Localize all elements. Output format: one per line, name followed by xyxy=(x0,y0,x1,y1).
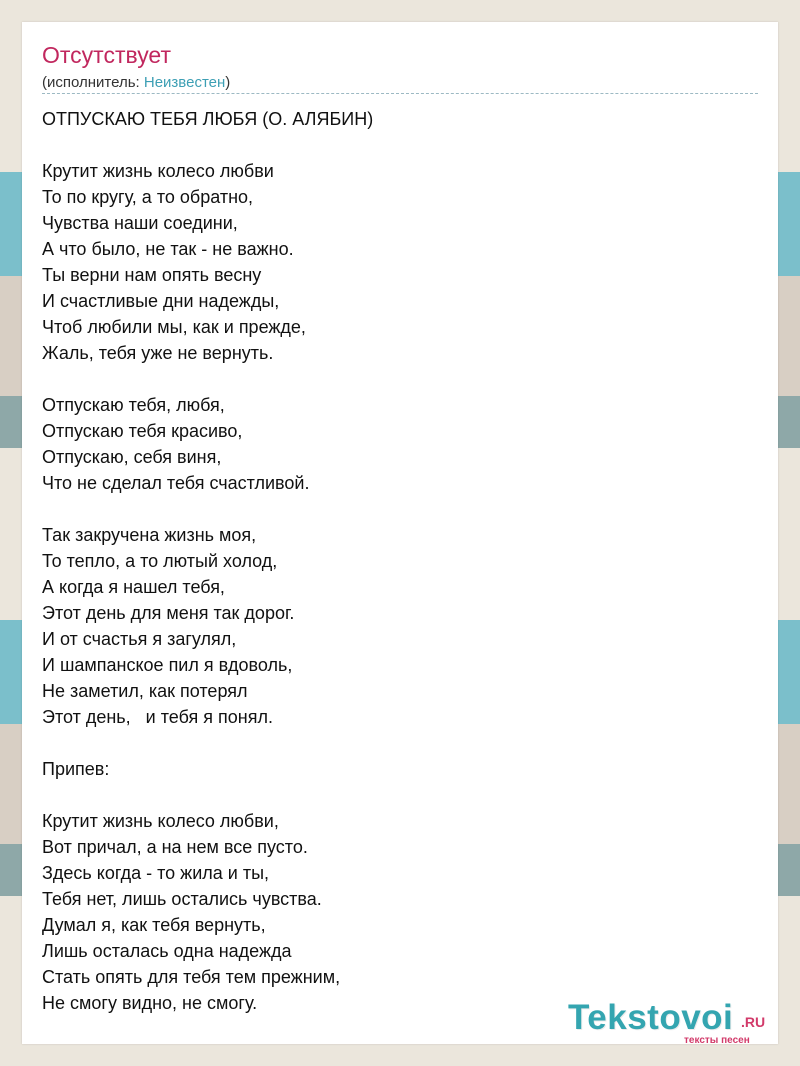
lyrics-card xyxy=(22,22,778,1044)
artist-suffix: ) xyxy=(225,74,231,91)
artist-prefix: (исполнитель: xyxy=(42,74,144,91)
song-title: Отсутствует xyxy=(42,42,171,68)
artist-link[interactable]: Неизвестен xyxy=(143,74,226,91)
artist-line xyxy=(42,74,230,91)
divider xyxy=(42,93,758,94)
logo-tld: .RU xyxy=(741,1014,766,1030)
lyrics-text: ОТПУСКАЮ ТЕБЯ ЛЮБЯ (О. АЛЯБИН) Крутит жизнь колесо любви То по кругу, а то обратно, Чувства наши соедини, А что было, не так - не важно. Ты верни нам опять весну И счастливые дни надежды, Чтоб любили мы, как и прежде, Жаль, тебя уже не вернуть. Отпускаю тебя, любя, Отпускаю тебя красиво, Отпускаю, себя виня, Что не сделал тебя счастливой. Так закручена жизнь моя, То тепло, а то лютый холод, А когда я нашел тебя, Этот день для меня так дорог. И от счастья я загулял, И шампанское пил я вдоволь, Не заметил, как потерял Этот день, и тебя я понял. Припев: Крутит жизнь колесо любви, Вот причал, а на нем все пусто. Здесь когда - то жила и ты, Тебя нет, лишь остались чувства. Думал я, как тебя вернуть, Лишь осталась одна надежда Стать опять для тебя тем прежним, Не смогу видно, не смогу. xyxy=(42,109,374,1013)
tekstovoi-logo[interactable] xyxy=(568,998,778,1046)
logo-wordmark: Tekstovoi xyxy=(568,998,734,1037)
logo-tagline: тексты песен xyxy=(684,1035,750,1046)
